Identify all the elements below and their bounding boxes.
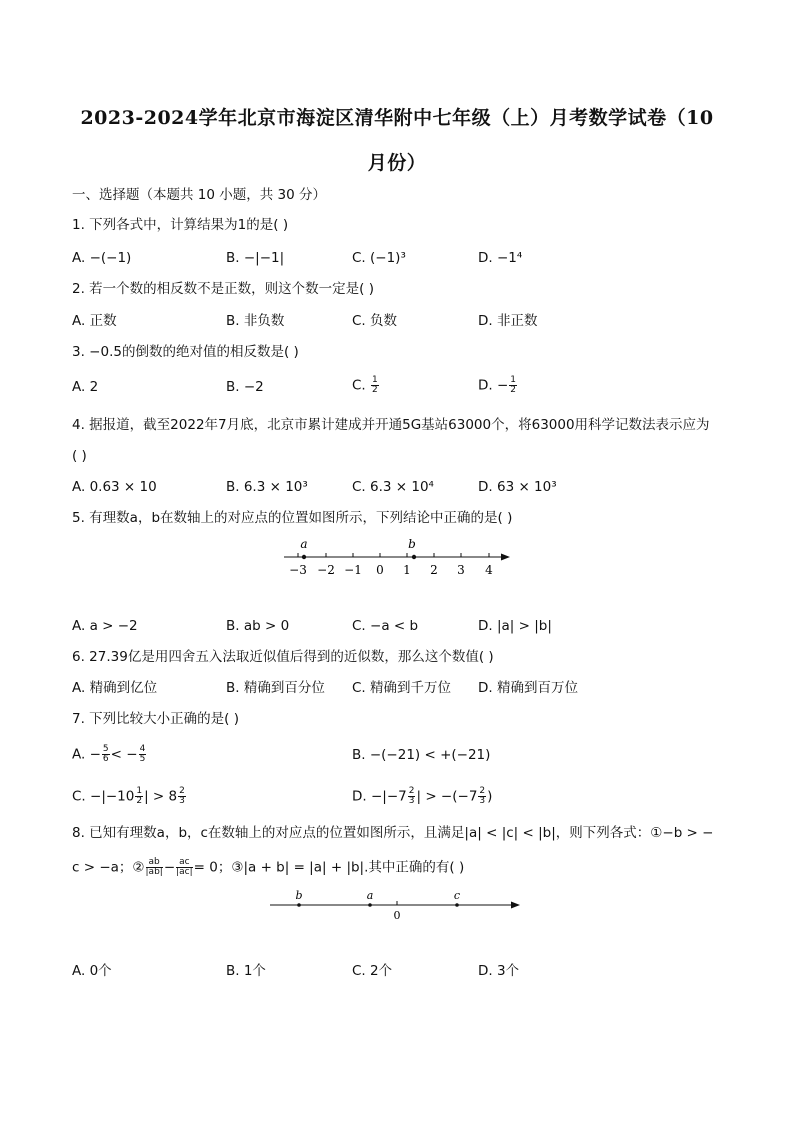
q1-option-b: B. −|−1| [226, 250, 285, 266]
q5-tick-label: 2 [430, 563, 438, 577]
q5-tick-label: 3 [457, 563, 465, 577]
q6-option-d: D. 精确到百万位 [478, 680, 578, 696]
q3-option-d: D. − $\frac{1}{2}$ [478, 375, 517, 395]
q8-option-a: A. 0个 [72, 963, 112, 979]
q8-label-c: c [453, 889, 461, 902]
q8-point-a [368, 903, 372, 907]
q5-option-d: D. |a| > |b| [478, 618, 552, 634]
q8-point-c [455, 903, 459, 907]
q4-option-d: D. 63 × 10³ [478, 479, 557, 495]
q6-option-b: B. 精确到百分位 [226, 680, 325, 696]
q5-tick-label: −2 [317, 563, 335, 577]
q5-number-line [280, 532, 520, 580]
q8-axis-arrow [511, 902, 520, 909]
q2-option-d: D. 非正数 [478, 313, 538, 329]
q6-option-c: C. 精确到千万位 [352, 680, 452, 696]
q5-tick-label: 4 [485, 563, 493, 577]
q5-tick-label: 1 [403, 563, 411, 577]
q5-option-a: A. a > −2 [72, 618, 138, 634]
q7-option-c: C. −|−10 $\frac{1}{2}$ | > 8 $\frac{2}{3}$ [72, 786, 185, 806]
question-8-stem: 8. 已知有理数a，b，c在数轴上的对应点的位置如图所示，且满足|a| < |c| < |b|，则下列各式：①−b > − [72, 825, 714, 841]
question-2-stem: 2. 若一个数的相反数不是正数，则这个数一定是( ) [72, 281, 374, 297]
q5-point-b [412, 555, 416, 559]
q8-label-zero: 0 [393, 909, 401, 922]
page-title-line1: 2023-2024学年北京市海淀区清华附中七年级（上）月考数学试卷（10 [80, 107, 714, 129]
q6-option-a: A. 精确到亿位 [72, 680, 158, 696]
q4-option-a: A. 0.63 × 10 [72, 479, 157, 495]
q3-option-c: C. $\frac{1}{2}$ [352, 375, 378, 395]
q2-option-b: B. 非负数 [226, 313, 285, 329]
q8-option-b: B. 1个 [226, 963, 266, 979]
question-1-stem: 1. 下列各式中，计算结果为1的是( ) [72, 217, 289, 233]
q2-option-a: A. 正数 [72, 313, 117, 329]
q7-option-d: D. −|−7 $\frac{2}{3}$ | > −(−7 $\frac{2}{3}$ ) [352, 786, 493, 806]
q8-label-a: a [366, 889, 374, 902]
q2-option-c: C. 负数 [352, 313, 398, 329]
q5-label-a: a [300, 537, 308, 551]
q8-option-c: C. 2个 [352, 963, 393, 979]
q3-option-b: B. −2 [226, 379, 264, 395]
q5-tick-label: 0 [376, 563, 384, 577]
q8-label-b: b [295, 889, 303, 902]
q5-ticks [298, 553, 489, 557]
q4-option-c: C. 6.3 × 10⁴ [352, 479, 434, 495]
question-5-stem: 5. 有理数a，b在数轴上的对应点的位置如图所示，下列结论中正确的是( ) [72, 510, 513, 526]
q5-option-b: B. ab > 0 [226, 618, 290, 634]
q8-point-b [297, 903, 301, 907]
question-4-stem: 4. 据报道，截至2022年7月底，北京市累计建成并开通5G基站63000个，将63000用科学记数法表示应为 [72, 417, 710, 433]
page-title-line2: 月份） [367, 152, 427, 174]
question-7-stem: 7. 下列比较大小正确的是( ) [72, 711, 239, 727]
q4-option-b: B. 6.3 × 10³ [226, 479, 308, 495]
q8-number-line [266, 886, 526, 922]
q1-option-a: A. −(−1) [72, 250, 132, 266]
q5-label-b: b [408, 537, 416, 551]
q7-option-a: A. − $\frac{5}{6}$ < − $\frac{4}{5}$ [72, 744, 146, 764]
q3-option-a: A. 2 [72, 379, 99, 395]
question-8-stem-cont: c > −a；② $\frac{ab}{|ab|}$ − $\frac{ac}{|ac|}$ = 0；③|a + b| = |a| + |b|.其中正确的有( ) [72, 857, 465, 877]
q8-option-d: D. 3个 [478, 963, 520, 979]
q5-tick-label: −1 [344, 563, 362, 577]
q5-tick-label: −3 [289, 563, 307, 577]
question-4-stem-cont: ( ) [72, 448, 87, 464]
question-3-stem: 3. −0.5的倒数的绝对值的相反数是( ) [72, 344, 299, 360]
q5-option-c: C. −a < b [352, 618, 419, 634]
section-heading: 一、选择题（本题共 10 小题，共 30 分） [72, 187, 327, 203]
q7-option-b: B. −(−21) < +(−21) [352, 747, 491, 763]
q5-axis-arrow [501, 554, 510, 561]
q5-point-a [302, 555, 306, 559]
q1-option-d: D. −1⁴ [478, 250, 523, 266]
question-6-stem: 6. 27.39亿是用四舍五入法取近似值后得到的近似数，那么这个数值( ) [72, 649, 494, 665]
q1-option-c: C. (−1)³ [352, 250, 406, 266]
